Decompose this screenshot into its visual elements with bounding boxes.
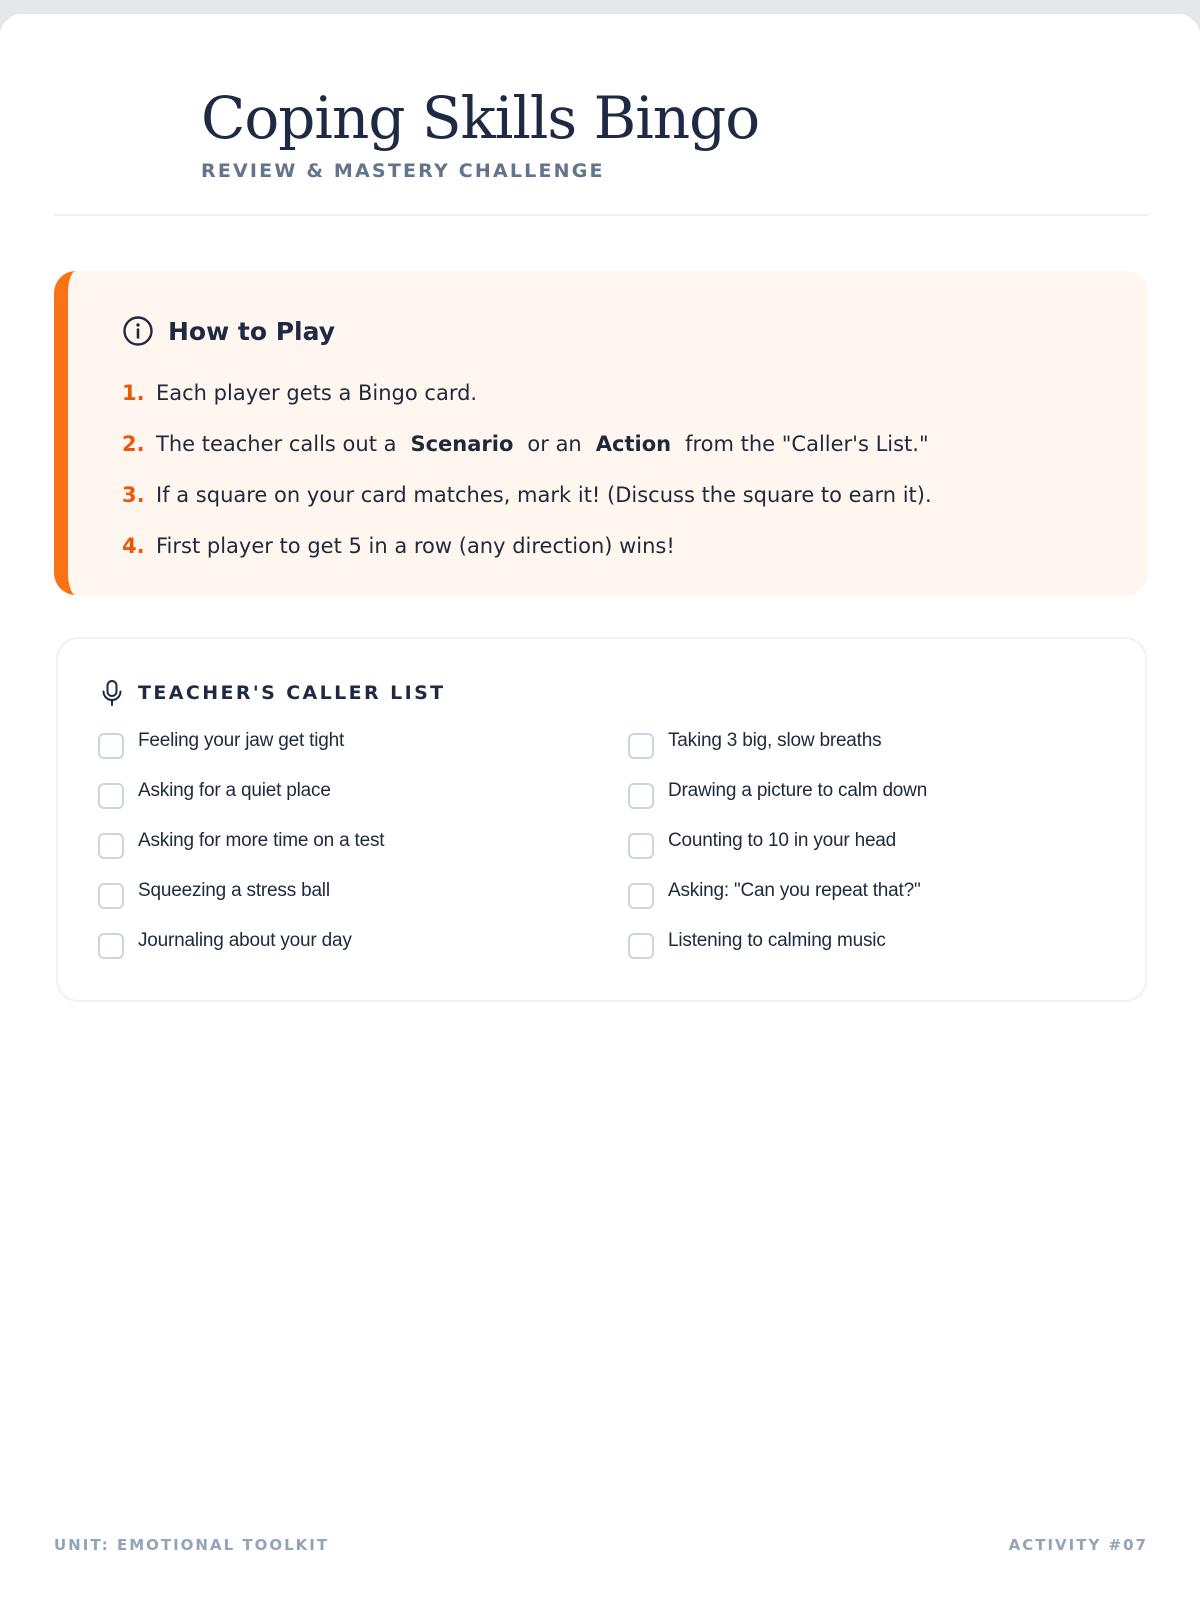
caller-item-label: Taking 3 big, slow breaths <box>668 730 882 751</box>
how-to-play-title: How to Play <box>168 316 336 346</box>
caller-list-right-column <box>628 727 927 977</box>
rule-step <box>122 367 932 418</box>
header <box>201 76 759 182</box>
checkbox[interactable] <box>98 933 124 959</box>
caller-item-label: Feeling your jaw get tight <box>138 730 345 751</box>
info-icon <box>122 315 154 347</box>
caller-item-label: Counting to 10 in your head <box>668 830 897 851</box>
rule-step <box>122 520 932 571</box>
step-text: or an <box>527 431 582 456</box>
step-keyword-action: Action <box>595 431 672 456</box>
checkbox[interactable] <box>628 783 654 809</box>
checkbox[interactable] <box>628 933 654 959</box>
caller-item-label: Asking: "Can you repeat that?" <box>668 880 921 901</box>
caller-item[interactable] <box>98 777 384 827</box>
step-text: If a square on your card matches, mark it! (Discuss the square to earn it). <box>156 482 932 507</box>
checkbox[interactable] <box>98 733 124 759</box>
caller-item[interactable] <box>628 727 927 777</box>
page-title: Coping Skills Bingo <box>201 84 760 152</box>
caller-item[interactable] <box>628 777 927 827</box>
microphone-icon <box>100 679 124 707</box>
checkbox[interactable] <box>628 833 654 859</box>
caller-item[interactable] <box>98 927 384 977</box>
caller-item-label: Asking for more time on a test <box>138 830 385 851</box>
footer-unit-label: UNIT: EMOTIONAL TOOLKIT <box>54 1536 330 1554</box>
caller-item[interactable] <box>98 827 384 877</box>
caller-item[interactable] <box>628 877 927 927</box>
caller-list-title: TEACHER'S CALLER LIST <box>138 682 446 704</box>
step-number: 4. <box>122 533 145 558</box>
checkbox[interactable] <box>98 833 124 859</box>
checkbox[interactable] <box>98 783 124 809</box>
step-number: 1. <box>122 380 145 405</box>
how-to-play-panel <box>54 271 1148 595</box>
rule-step <box>122 418 932 469</box>
checkbox[interactable] <box>98 883 124 909</box>
how-to-play-header <box>122 315 335 347</box>
caller-item[interactable] <box>628 927 927 977</box>
footer-activity-number: ACTIVITY #07 <box>1008 1536 1148 1554</box>
checkbox[interactable] <box>628 733 654 759</box>
step-text: from the "Caller's List." <box>685 431 929 456</box>
header-divider <box>54 214 1148 216</box>
caller-item[interactable] <box>98 727 384 777</box>
caller-list-left-column <box>98 727 384 977</box>
step-keyword-scenario: Scenario <box>410 431 514 456</box>
caller-item-label: Listening to calming music <box>668 930 886 951</box>
caller-item-label: Journaling about your day <box>138 930 352 951</box>
checkbox[interactable] <box>628 883 654 909</box>
step-text: Each player gets a Bingo card. <box>156 380 478 405</box>
caller-item[interactable] <box>98 877 384 927</box>
caller-list-header <box>100 679 446 707</box>
step-number: 2. <box>122 431 145 456</box>
step-number: 3. <box>122 482 145 507</box>
page-subtitle: REVIEW & MASTERY CHALLENGE <box>201 160 605 182</box>
caller-list-panel <box>56 637 1147 1002</box>
step-text: First player to get 5 in a row (any direction) wins! <box>156 533 675 558</box>
rules-list <box>122 367 932 571</box>
rule-step <box>122 469 932 520</box>
step-text: The teacher calls out a <box>156 431 397 456</box>
caller-item-label: Drawing a picture to calm down <box>668 780 928 801</box>
worksheet-page <box>0 14 1200 1600</box>
caller-item-label: Asking for a quiet place <box>138 780 331 801</box>
caller-item[interactable] <box>628 827 927 877</box>
caller-item-label: Squeezing a stress ball <box>138 880 330 901</box>
